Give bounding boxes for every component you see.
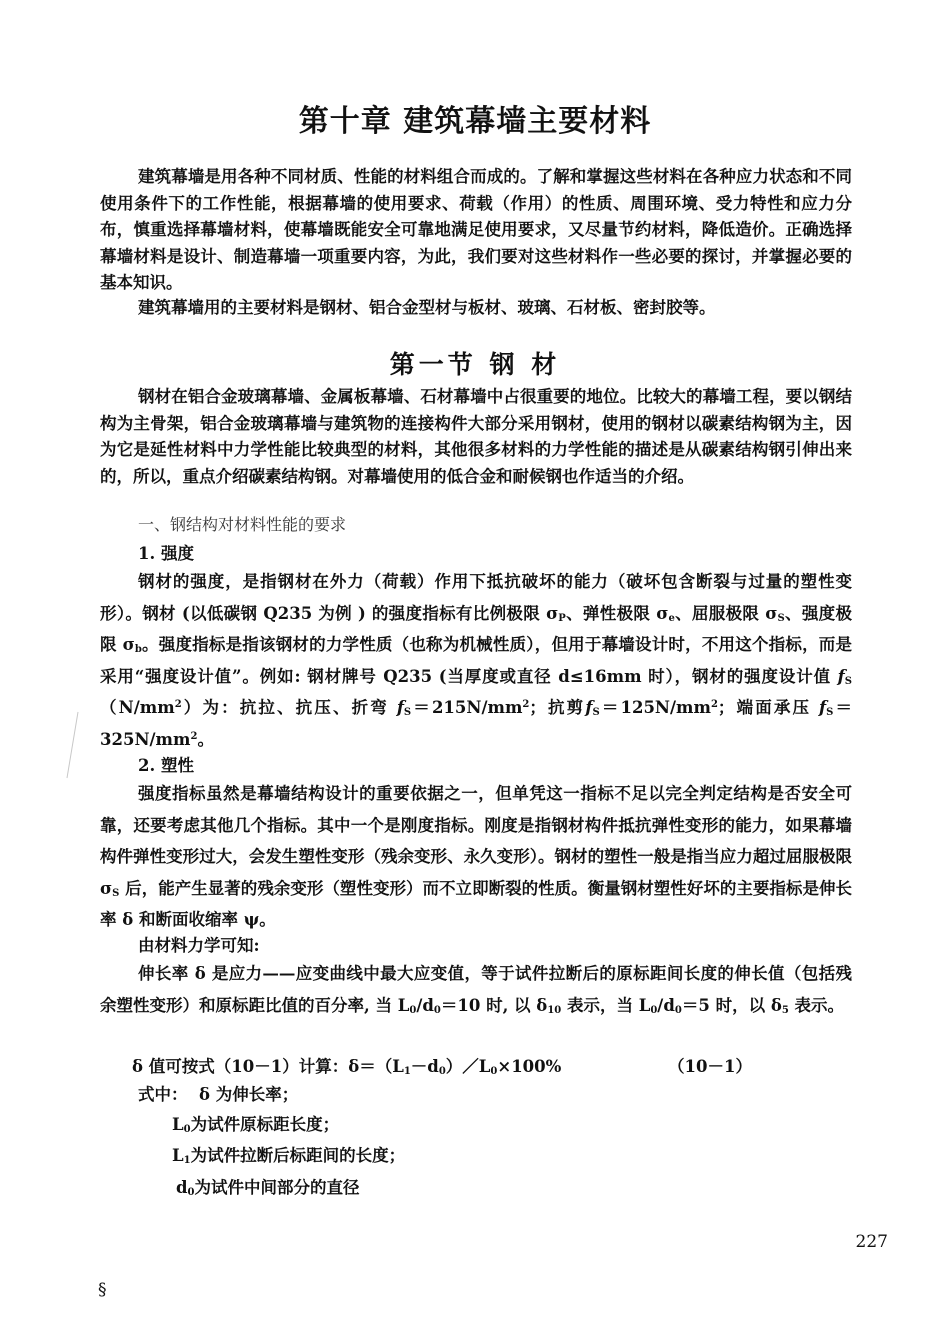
formula-line: δ 值可按式（10－1）计算：$\delta=(L_1-d_0)/L_0\times 100\%$	[132, 1057, 562, 1077]
formula-number: （10－1）	[668, 1057, 752, 1076]
section-title: 第一节 钢 材	[389, 350, 561, 379]
item-strength-title: 1. 强度	[138, 544, 194, 563]
elongation-paragraph: 伸长率 δ 是应力——应变曲线中最大应变值，等于试件拉断后的原标距间长度的伸长值（包括残余塑性变形）和原标距比值的百分率, 当 $L_0/d_0=10$ 时, 以 $\delta_{10}$ 表示，当 $L_0/d_0=5$ 时，以 $\delta_5$ 表示。	[100, 964, 852, 1016]
plasticity-paragraph: 强度指标虽然是幕墙结构设计的重要依据之一，但单凭这一指标不足以完全判定结构是否安全可靠，还要考虑其他几个指标。其中一个是刚度指标。刚度是指钢材构件抵抗弹性变形的能力，如果幕墙构件弹性变形过大，会发生塑性变形（残余变形、永久变形）。钢材的塑性一般是指当应力超过屈服极限 $\sigma_S$ 后，能产生显著的残余变形（塑性变形）而不立即断裂的性质。衡量钢材塑性好坏的主要指标是伸长率 δ 和断面收缩率 ψ。	[100, 784, 852, 929]
intro-paragraph-1: 建筑幕墙是用各种不同材质、性能的材料组合而成的。了解和掌握这些材料在各种应力状态和不同使用条件下的工作性能，根据幕墙的使用要求、荷载（作用）的性质、周围环境、受力特性和应力分布，慎重选择幕墙材料，使幕墙既能安全可靠地满足使用要求，又尽量节约材料，降低造价。正确选择幕墙材料是设计、制造幕墙一项重要内容，为此，我们要对这些材料作一些必要的探讨，并掌握必要的基本知识。	[100, 167, 852, 292]
subheading-requirements: 一、钢结构对材料性能的要求	[138, 515, 347, 534]
item-plasticity-title: 2. 塑性	[138, 756, 194, 775]
scan-margin-mark	[64, 710, 82, 780]
known-line: 由材料力学可知:	[138, 936, 260, 955]
page-number: 227	[855, 1232, 888, 1252]
definition-l0: $L_0$为试件原标距长度；	[172, 1115, 340, 1135]
where-line: 式中： δ 为伸长率；	[138, 1085, 299, 1104]
footer-section-mark: §	[98, 1280, 107, 1300]
strength-paragraph: 钢材的强度，是指钢材在外力（荷载）作用下抵抗破坏的能力（破坏包含断裂与过量的塑性变形）。钢材 (以低碳钢 Q235 为例 ) 的强度指标有比例极限 $\sigma_P$、弹性极限 $\sigma_e$、屈服极限 $\sigma_S$、强度极限 $\sigma_b$。强度指标是指该钢材的力学性质（也称为机械性质），但用于幕墙设计时，不用这个指标，而是采用“强度设计值”。例如: 钢材牌号 Q235 (当厚度或直径 d≤16mm 时），钢材的强度设计值 $f_S(N/mm^2)$为：抗拉、抗压、折弯 $f_S=215N/mm^2$；抗剪$f_S=125N/mm^2$；端面承压 $f_S=325N/mm^2$。	[100, 572, 853, 749]
definition-d0: $d_0$为试件中间部分的直径	[176, 1178, 360, 1198]
definition-l1: $L_1$为试件拉断后标距间的长度；	[172, 1146, 406, 1166]
chapter-title: 第十章 建筑幕墙主要材料	[298, 104, 652, 139]
intro-paragraph-2: 建筑幕墙用的主要材料是钢材、铝合金型材与板材、玻璃、石材板、密封胶等。	[138, 298, 716, 317]
section-paragraph-1: 钢材在铝合金玻璃幕墙、金属板幕墙、石材幕墙中占很重要的地位。比较大的幕墙工程，要以钢结构为主骨架，铝合金玻璃幕墙与建筑物的连接构件大部分采用钢材，使用的钢材以碳素结构钢为主，因为它是延性材料中力学性能比较典型的材料，其他很多材料的力学性能的描述是从碳素结构钢引伸出来的，所以，重点介绍碳素结构钢。对幕墙使用的低合金和耐候钢也作适当的介绍。	[100, 387, 852, 486]
